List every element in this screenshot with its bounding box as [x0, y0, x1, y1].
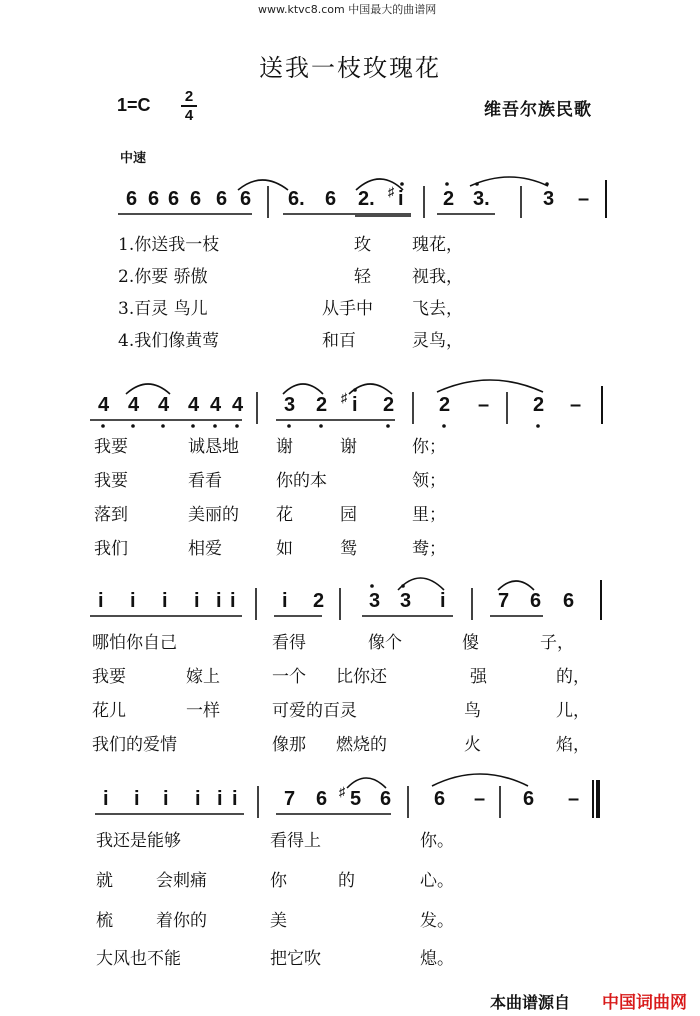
lyric-segment: 看看: [188, 471, 222, 491]
note: 6: [523, 788, 535, 810]
dash-hold: –: [478, 394, 490, 416]
key-signature: 1=C: [117, 95, 151, 115]
note: 6: [316, 788, 328, 810]
lyric-segment: 焰，: [556, 735, 590, 755]
note: i: [352, 394, 358, 416]
lyric-segment: 落到: [94, 505, 128, 525]
note: 6: [148, 188, 160, 210]
lyric-segment: 我要: [94, 471, 128, 491]
lyric-segment: 鸳: [340, 539, 357, 559]
lyric-segment: 领；: [412, 471, 446, 491]
note: i: [232, 788, 238, 810]
note: 7: [498, 590, 510, 612]
lyric-segment: 如: [276, 539, 293, 559]
note: 2: [316, 394, 328, 416]
note: i: [216, 590, 222, 612]
lyric-segment: 火: [464, 735, 481, 755]
dash-hold: –: [474, 788, 486, 810]
lyric-segment: 你: [270, 871, 287, 891]
lyric-segment: 相爱: [188, 539, 222, 559]
note: 3: [400, 590, 412, 612]
lyric-segment: 的: [338, 871, 355, 891]
note: 3.: [473, 188, 490, 210]
note: 6: [216, 188, 228, 210]
time-signature-top: 2: [184, 88, 194, 105]
note: i: [194, 590, 200, 612]
lyric-segment: 像个: [368, 633, 402, 653]
lyric-segment: 园: [340, 505, 357, 525]
song-origin: 维吾尔族民歌: [484, 100, 592, 120]
note: 4: [232, 394, 244, 416]
source-site: 中国词曲网: [602, 993, 687, 1013]
lyric-segment: 从手中: [322, 299, 373, 319]
lyric-segment: 梳: [96, 911, 113, 931]
lyric-segment: 的，: [556, 667, 590, 687]
note: i: [134, 788, 140, 810]
note: 6: [168, 188, 180, 210]
note: 5: [350, 788, 362, 810]
lyric-segment: 我要: [92, 667, 126, 687]
note: 2: [533, 394, 545, 416]
lyric-segment: 你。: [420, 831, 454, 851]
note: i: [103, 788, 109, 810]
tie-slur: [126, 384, 170, 394]
note: 3: [284, 394, 296, 416]
lyric-segment: 嫁上: [186, 667, 220, 687]
tempo-marking: 中速: [120, 151, 147, 166]
dash-hold: –: [568, 788, 580, 810]
lyric-segment: 熄。: [420, 949, 454, 969]
lyric-segment: 诚恳地: [188, 437, 239, 457]
dash-hold: –: [578, 188, 590, 210]
lyric-segment: 可爱的百灵: [272, 701, 357, 721]
note: 7: [284, 788, 296, 810]
lyric-segment: 一个: [272, 667, 306, 687]
lyric-segment: 我们: [94, 539, 128, 559]
lyric-segment: 2.你要 骄傲: [118, 267, 208, 287]
lyric-segment: 大风也不能: [96, 949, 181, 969]
lyric-segment: 傻: [462, 633, 479, 653]
lyric-segment: 飞去，: [412, 299, 463, 319]
note: 4: [158, 394, 170, 416]
lyric-segment: 我要: [94, 437, 128, 457]
note: 3: [543, 188, 555, 210]
lyric-segment: 鸯；: [412, 539, 446, 559]
note: 6: [190, 188, 202, 210]
lyric-segment: 子，: [540, 633, 574, 653]
tie-slur: [470, 177, 548, 186]
tie-slur: [283, 384, 323, 394]
note: 6: [380, 788, 392, 810]
sharp-sign: ♯: [388, 184, 395, 199]
tie-slur: [432, 774, 528, 786]
note: 2.: [358, 188, 375, 210]
tie-slur: [398, 578, 444, 590]
lyric-segment: 视我，: [412, 267, 463, 287]
note: i: [162, 590, 168, 612]
lyric-segment: 花: [276, 505, 293, 525]
lyric-segment: 比你还: [336, 667, 387, 687]
lyric-segment: 我们的爱情: [92, 735, 177, 755]
lyric-segment: 看得: [272, 633, 306, 653]
note: i: [230, 590, 236, 612]
note: 6: [530, 590, 542, 612]
lyric-segment: 里；: [412, 505, 446, 525]
lyric-segment: 强: [470, 667, 487, 687]
note: 6: [325, 188, 337, 210]
note: i: [398, 188, 404, 210]
note: i: [98, 590, 104, 612]
source-label: 本曲谱源自: [490, 993, 571, 1012]
note: 2: [443, 188, 455, 210]
lyric-segment: 花儿: [92, 701, 126, 721]
lyric-segment: 玫: [354, 235, 371, 255]
note: 4: [128, 394, 140, 416]
lyric-segment: 哪怕你自己: [92, 633, 177, 653]
lyric-segment: 就: [96, 871, 113, 891]
site-header: www.ktvc8.com 中国最大的曲谱网: [258, 3, 437, 16]
note: 2: [383, 394, 395, 416]
lyric-segment: 和百: [322, 331, 356, 351]
lyric-segment: 看得上: [270, 831, 321, 851]
note: 6: [563, 590, 575, 612]
lyric-segment: 把它吹: [270, 949, 321, 969]
note: 2: [439, 394, 451, 416]
tie-slur: [498, 581, 534, 590]
lyric-segment: 灵鸟，: [412, 331, 463, 351]
note: i: [130, 590, 136, 612]
lyric-segment: 像那: [272, 735, 306, 755]
sharp-sign: ♯: [341, 390, 348, 405]
note: 6: [434, 788, 446, 810]
song-title: 送我一枝玫瑰花: [259, 54, 441, 82]
note: 3: [369, 590, 381, 612]
lyric-segment: 美丽的: [188, 505, 239, 525]
lyric-segment: 鸟: [464, 701, 481, 721]
lyric-segment: 会刺痛: [156, 871, 207, 891]
lyric-segment: 你的本: [276, 471, 327, 491]
lyric-segment: 谢: [340, 437, 357, 457]
lyric-segment: 心。: [420, 871, 454, 891]
lyric-segment: 美: [270, 911, 287, 931]
lyric-segment: 轻: [354, 267, 371, 287]
lyric-segment: 着你的: [156, 911, 207, 931]
note: i: [195, 788, 201, 810]
note: i: [163, 788, 169, 810]
note: 6.: [288, 188, 305, 210]
lyric-segment: 谢: [276, 437, 293, 457]
note: i: [217, 788, 223, 810]
lyric-segment: 一样: [186, 701, 220, 721]
note: i: [282, 590, 288, 612]
lyric-segment: 1.你送我一枝: [118, 235, 220, 255]
lyric-segment: 我还是能够: [96, 831, 181, 851]
note: 4: [98, 394, 110, 416]
lyric-segment: 4.我们像黄莺: [118, 331, 220, 351]
lyric-segment: 儿，: [556, 701, 590, 721]
note: 6: [126, 188, 138, 210]
lyric-segment: 3.百灵 鸟儿: [118, 299, 208, 319]
note: 4: [188, 394, 200, 416]
sharp-sign: ♯: [339, 784, 346, 799]
note: i: [440, 590, 446, 612]
note: 4: [210, 394, 222, 416]
lyric-segment: 你；: [412, 437, 446, 457]
note: 2: [313, 590, 325, 612]
lyric-segment: 燃烧的: [336, 735, 387, 755]
lyric-segment: 瑰花，: [412, 235, 463, 255]
dash-hold: –: [570, 394, 582, 416]
tie-slur: [347, 778, 386, 788]
lyric-segment: 发。: [420, 911, 454, 931]
note: 6: [240, 188, 252, 210]
time-signature-bottom: 4: [184, 107, 194, 124]
tie-slur: [437, 380, 543, 392]
